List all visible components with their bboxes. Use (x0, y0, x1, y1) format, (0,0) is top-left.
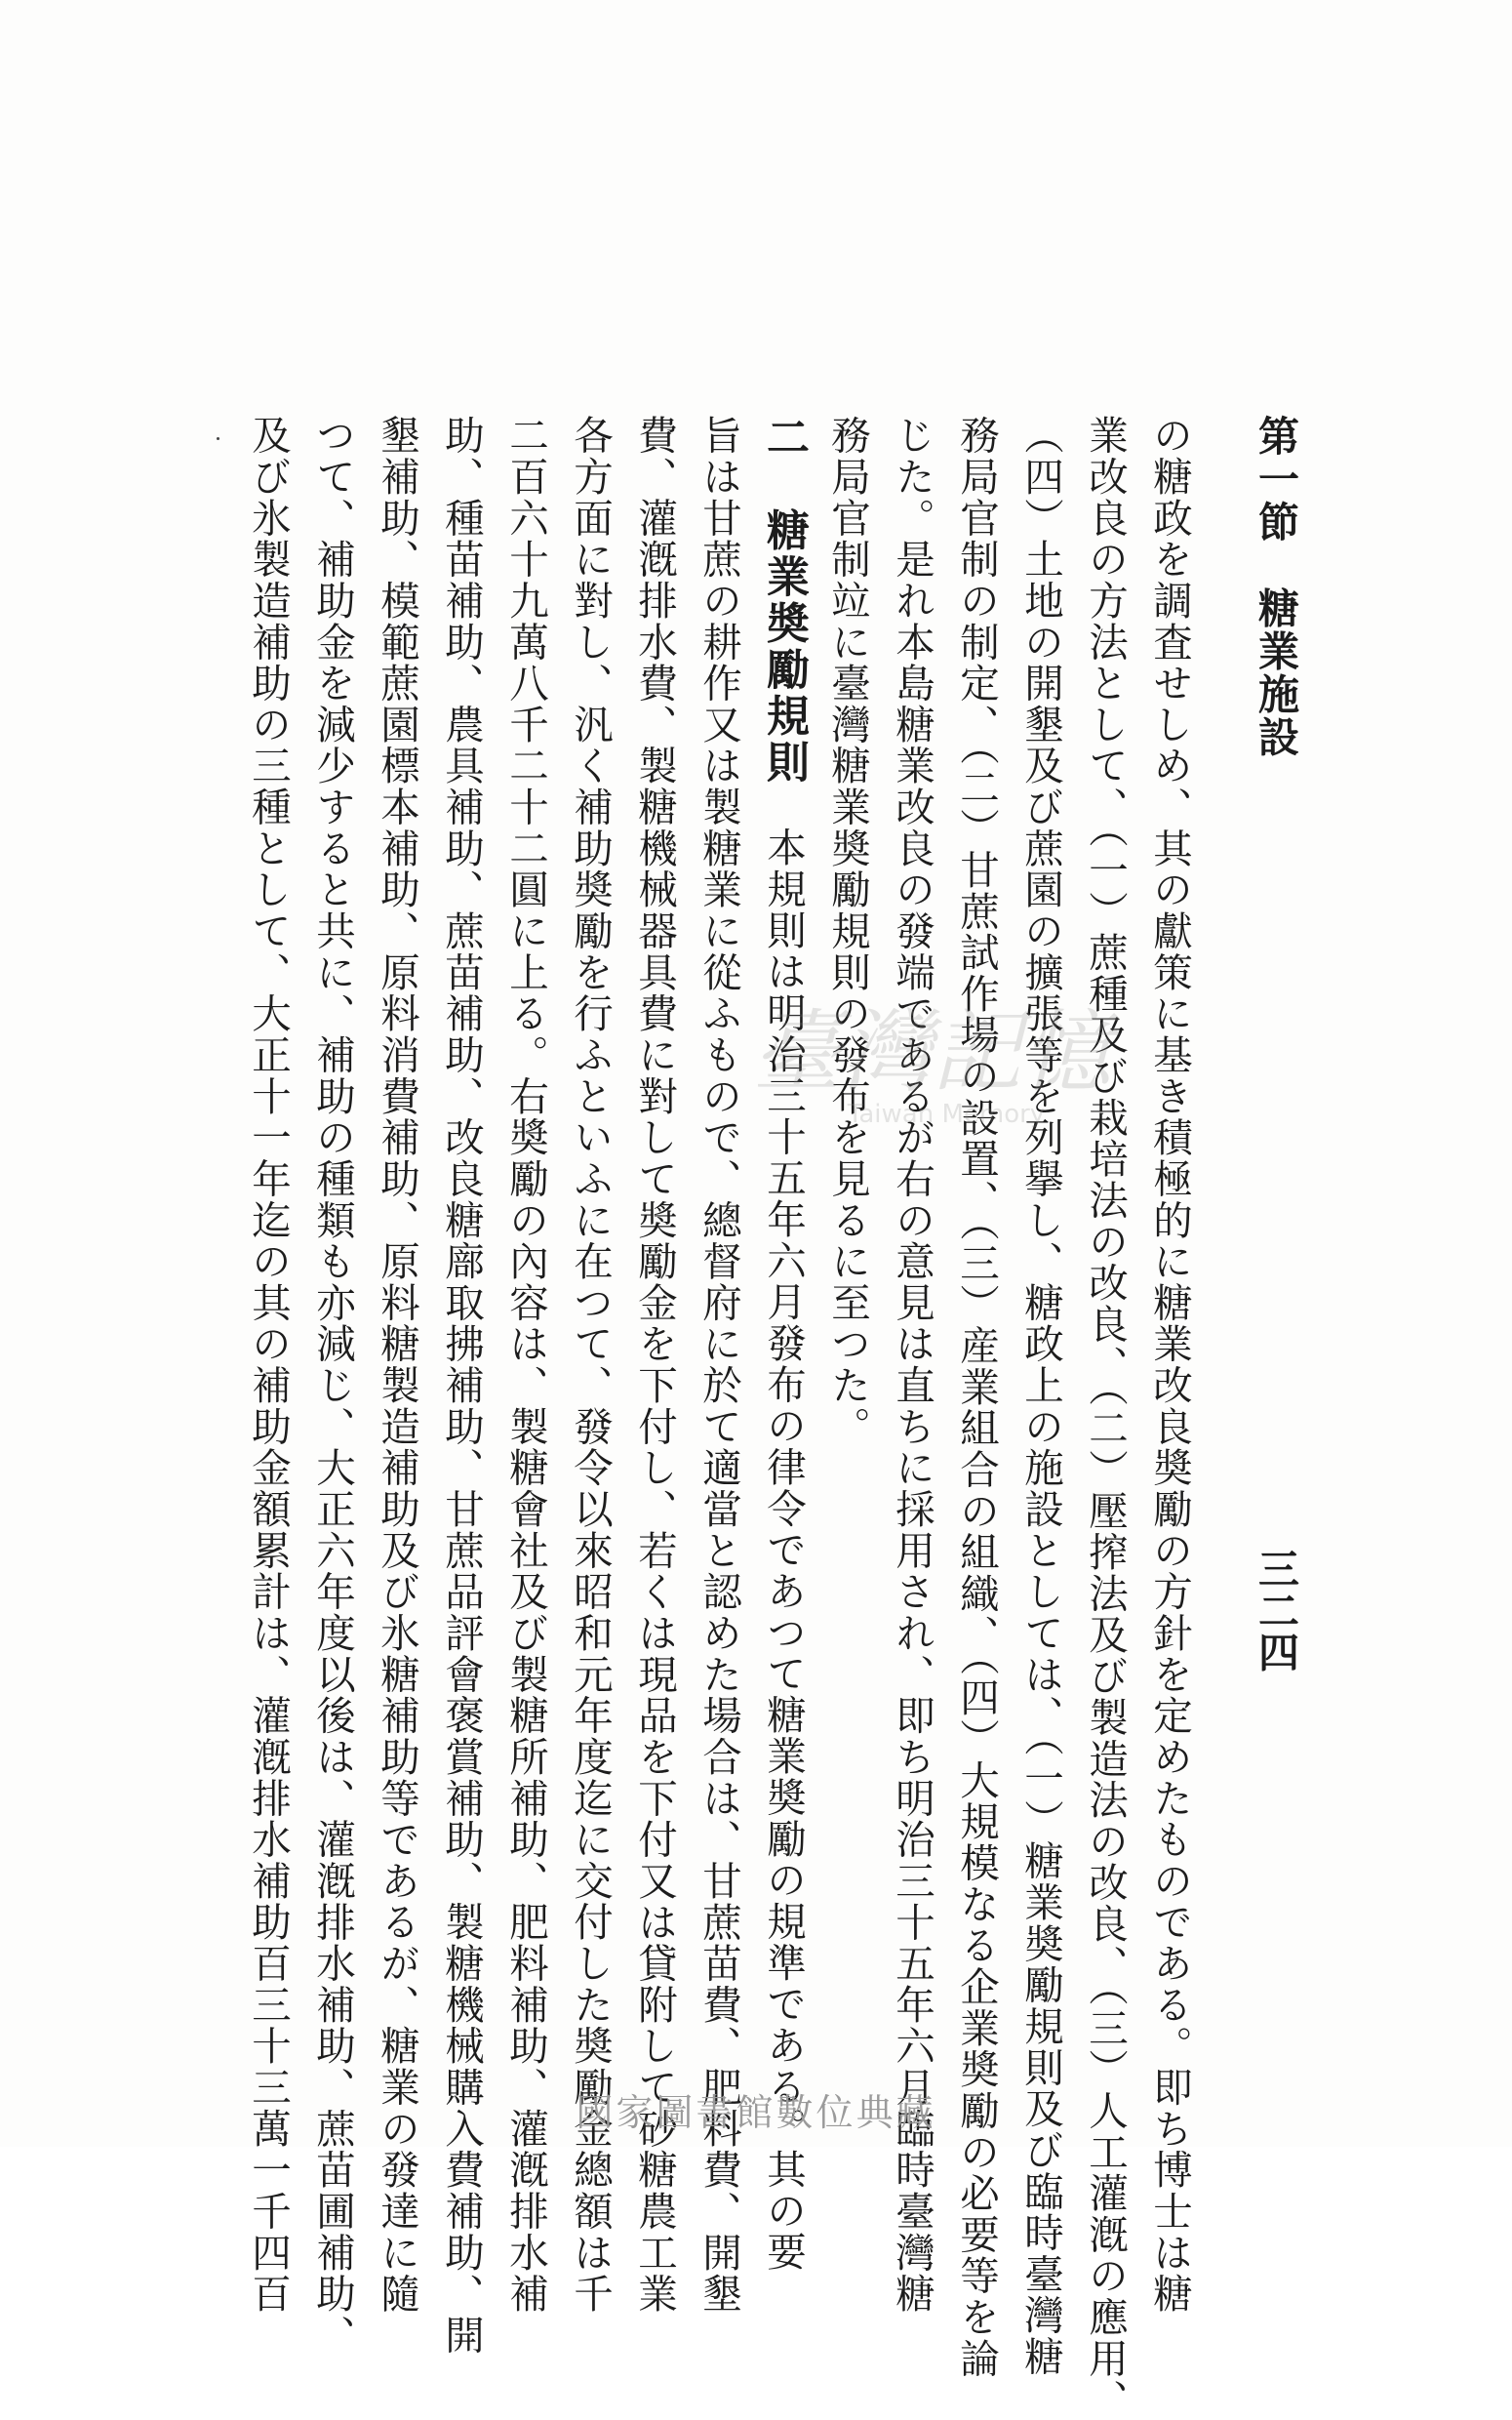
text-column: じた。是れ本島糖業改良の發端であるが右の意見は直ちに採用され、即ち明治三十五年六月臨時臺灣糖 (889, 415, 935, 2315)
text-column: 各方面に對し、汎く補助奬勵を行ふといふに在つて、發令以來昭和元年度迄に交付した奬勵金總額は千 (567, 415, 614, 2315)
text-column: 墾補助、模範蔗園標本補助、原料消費補助、原料糖製造補助及び氷糖補助等であるが、糖業の發達に隨 (374, 415, 420, 2315)
running-header (1252, 415, 1300, 1674)
text-column: 務局官制の制定、（二）甘蔗試作場の設置、（三）産業組合の組織、（四）大規模なる企業奬勵の必要等を論 (953, 415, 1000, 2380)
section-title: 第一節 糖業施設 (1253, 415, 1300, 759)
text-column: 業改良の方法として、（一）蔗種及び栽培法の改良、（二）壓搾法及び製造法の改良、（三）人工灌漑の應用、 (1082, 415, 1129, 2420)
footer-credit: 國家圖書館數位典藏 (576, 2091, 936, 2134)
watermark-subtext: Taiwan Memory (847, 1100, 1046, 1129)
text-column: 助、種苗補助、農具補助、蔗苗補助、改良糖廍取拂補助、甘蔗品評會褒賞補助、製糖機械購入費補助、開 (438, 415, 485, 2357)
text-column: 及び氷製造補助の三種として、大正十一年迄の其の補助金額累計は、灌漑排水補助百三十三萬一千四百 (245, 415, 292, 2315)
text-column: つて、補助金を減少すると共に、補助の種類も亦減じ、大正六年度以後は、灌漑排水補助、蔗苗圃補助、 (309, 415, 356, 2357)
section-heading-column (751, 415, 816, 2273)
scan-speck (217, 437, 219, 440)
watermark-text: 臺灣記憶 (751, 1000, 1112, 1105)
section-heading: 二 糖業奬勵規則 (759, 415, 809, 786)
text-column: の糖政を調査せしめ、其の獻策に基き積極的に糖業改良奬勵の方針を定めたものである。即ち博士は糖 (1146, 415, 1193, 2315)
page-number: 三二四 (1253, 1548, 1300, 1674)
text-column: 費、灌漑排水費、製糖機械器具費に對して奬勵金を下付し、若くは現品を下付又は貸附して砂糖農工業 (631, 415, 678, 2315)
text-column: 旨は甘蔗の耕作又は製糖業に從ふもので、總督府に於て適當と認めた場合は、甘蔗苗費、肥料費、開墾 (696, 415, 742, 2315)
text-column: 二百六十九萬八千二十二圓に上る。右奬勵の內容は、製糖會社及び製糖所補助、肥料補助、灌漑排水補 (502, 415, 549, 2315)
text-column: 本規則は明治三十五年六月發布の律令であつて糖業奬勵の規準である。其の要 (760, 827, 807, 2273)
text-column: （四）土地の開墾及び蔗園の擴張等を列擧し、糖政上の施設としては、（一）糖業奬勵規則及び臨時臺灣糖 (1017, 415, 1064, 2378)
text-column: 務局官制竝に臺灣糖業奬勵規則の發布を見るに至つた。 (824, 415, 871, 1448)
